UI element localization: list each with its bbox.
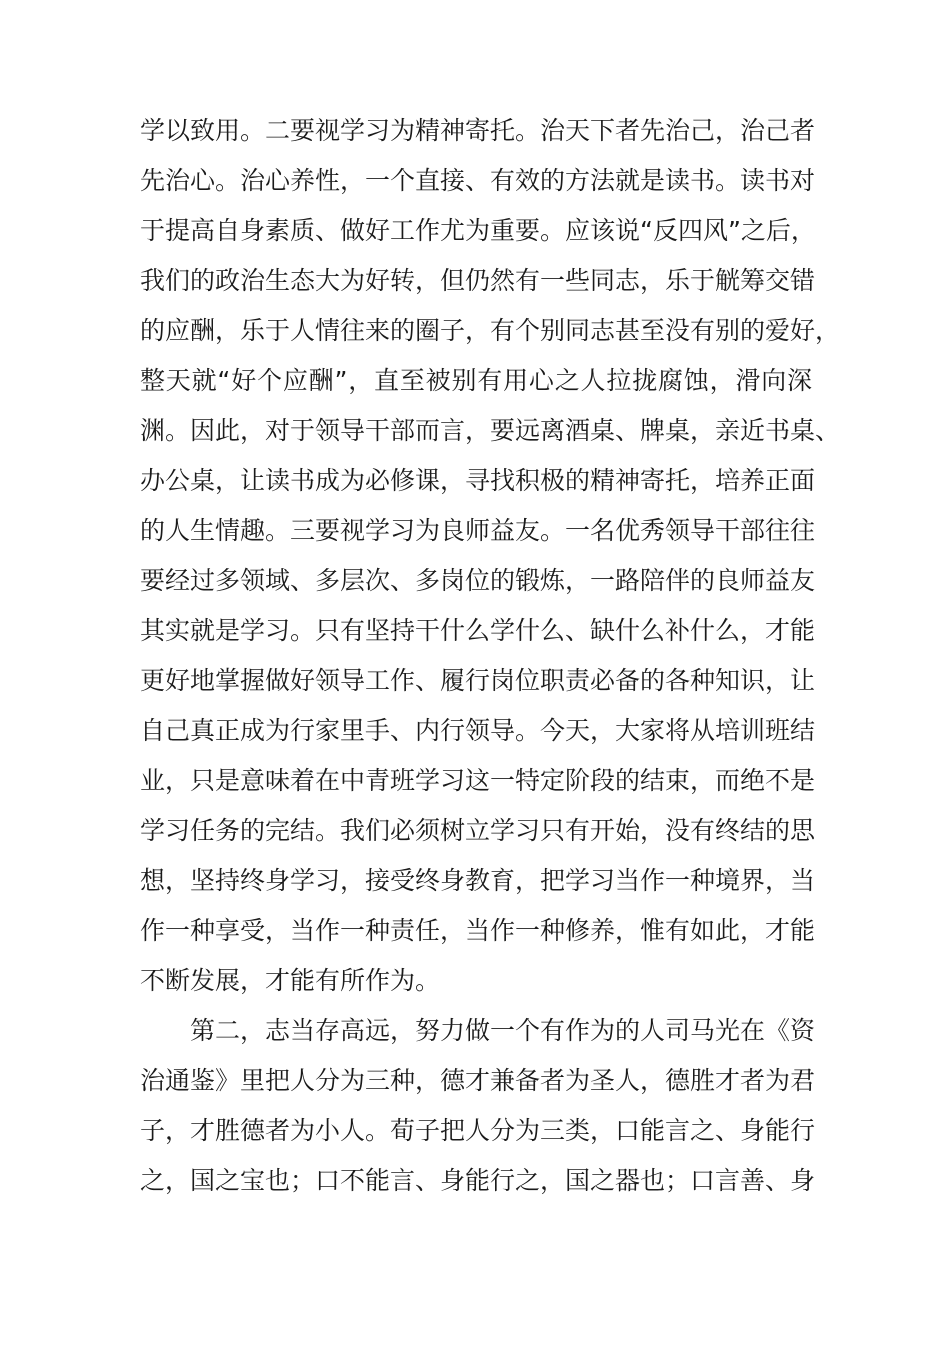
text-line: 整天就“好个应酬”，直至被别有用心之人拉拢腐蚀，滑向深 [140, 366, 812, 395]
text-line: 先治心。治心养性，一个直接、有效的方法就是读书。读书对 [140, 166, 816, 195]
text-line: 我们的政治生态大为好转，但仍然有一些同志，乐于觥筹交错 [140, 266, 816, 295]
text-line: 的人生情趣。三要视学习为良师益友。一名优秀领导干部往往 [140, 516, 816, 545]
text-line: 作一种享受，当作一种责任，当作一种修养，惟有如此，才能 [140, 916, 816, 945]
text-line: 学习任务的完结。我们必须树立学习只有开始，没有终结的思 [140, 816, 816, 845]
paragraph-1 [140, 106, 841, 1006]
text-line: 的应酬，乐于人情往来的圈子，有个别同志甚至没有别的爱好， [140, 316, 841, 345]
text-line: 治通鉴》里把人分为三种，德才兼备者为圣人，德胜才者为君 [140, 1066, 816, 1095]
text-line: 子，才胜德者为小人。荀子把人分为三类，口能言之、身能行 [140, 1116, 816, 1145]
text-line: 办公桌，让读书成为必修课，寻找积极的精神寄托，培养正面 [140, 466, 816, 495]
text-line: 学以致用。二要视学习为精神寄托。治天下者先治己，治己者 [140, 116, 816, 145]
text-line: 自己真正成为行家里手、内行领导。今天，大家将从培训班结 [140, 716, 816, 745]
text-line: 于提高自身素质、做好工作尤为重要。应该说“反四风”之后， [140, 216, 816, 245]
text-line: 业，只是意味着在中青班学习这一特定阶段的结束，而绝不是 [140, 766, 816, 795]
text-line: 其实就是学习。只有坚持干什么学什么、缺什么补什么，才能 [140, 616, 816, 645]
text-line: 渊。因此，对于领导干部而言，要远离酒桌、牌桌，亲近书桌、 [140, 416, 841, 445]
text-line: 之，国之宝也；口不能言、身能行之，国之器也；口言善、身 [140, 1166, 816, 1195]
paragraph-2 [140, 1006, 816, 1206]
text-line: 想，坚持终身学习，接受终身教育，把学习当作一种境界，当 [140, 866, 816, 895]
text-line: 要经过多领域、多层次、多岗位的锻炼，一路陪伴的良师益友 [140, 566, 816, 595]
text-line: 更好地掌握做好领导工作、履行岗位职责必备的各种知识，让 [140, 666, 816, 695]
text-line: 第二，志当存高远，努力做一个有作为的人司马光在《资 [190, 1016, 816, 1045]
text-line: 不断发展，才能有所作为。 [140, 966, 441, 995]
